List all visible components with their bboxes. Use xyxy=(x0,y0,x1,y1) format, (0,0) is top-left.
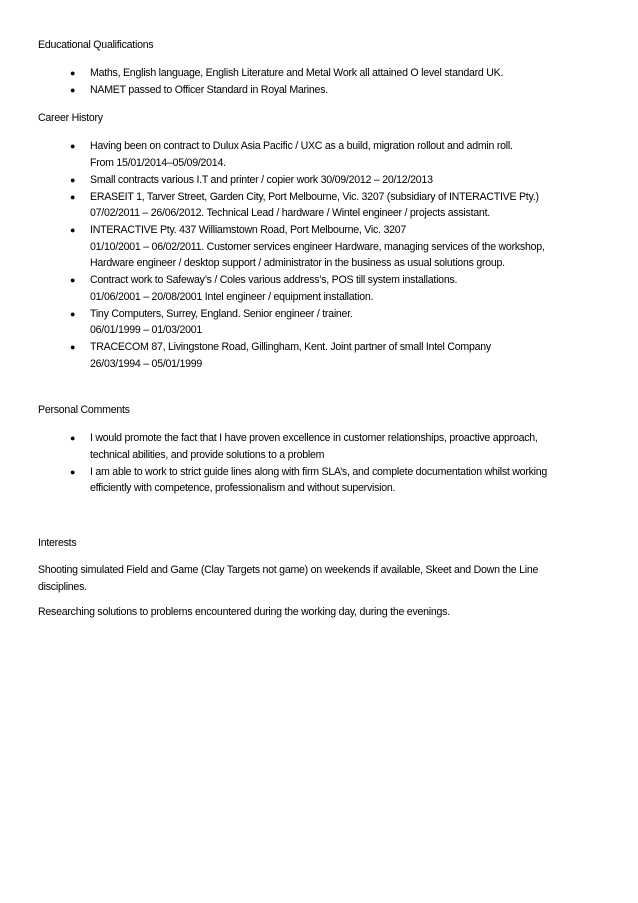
comments-list-item xyxy=(0,464,580,497)
career-item-line: Contract work to Safeway’s / Coles various address’s, POS till system installations. xyxy=(90,274,458,286)
comments-item-line: I am able to work to strict guide lines along with firm SLA’s, and complete documentation whilst working xyxy=(90,465,548,478)
career-item-line: From 15/01/2014–05/09/2014. xyxy=(90,156,226,169)
bullet-icon: ● xyxy=(70,466,76,477)
career-item-line: INTERACTIVE Pty. 437 Williamstown Road, Port Melbourne, Vic. 3207 xyxy=(90,224,407,236)
comments-list-item xyxy=(0,430,580,463)
career-list-item xyxy=(0,222,580,272)
career-list-item xyxy=(0,339,580,372)
education-list-item xyxy=(0,65,580,82)
bullet-icon: ● xyxy=(70,433,76,443)
career-list xyxy=(0,138,580,373)
bullet-icon: ● xyxy=(70,342,76,352)
career-heading: Career History xyxy=(38,112,103,124)
education-list xyxy=(0,65,580,99)
career-list-item xyxy=(0,189,580,222)
bullet-icon: ● xyxy=(70,225,76,235)
career-item-line: 01/06/2001 – 20/08/2001 Intel engineer / equipment installation. xyxy=(90,290,374,303)
bullet-icon: ● xyxy=(70,85,76,95)
bullet-icon: ● xyxy=(70,174,76,185)
career-item-line: Having been on contract to Dulux Asia Pacific / UXC as a build, migration rollout and admin roll. xyxy=(90,140,513,152)
career-list-item xyxy=(0,138,580,171)
career-item-line: Tiny Computers, Surrey, England. Senior engineer / trainer. xyxy=(90,307,353,320)
career-item-line: 06/01/1999 – 01/03/2001 xyxy=(90,324,203,336)
career-list-item xyxy=(0,306,580,339)
interests-paragraph-research: Researching solutions to problems encountered during the working day, during the evenings. xyxy=(38,606,450,618)
career-item-line: 01/10/2001 – 06/02/2011. Customer services engineer Hardware, managing services of the workshop, xyxy=(90,240,545,253)
career-item-line: TRACECOM 87, Livingstone Road, Gillingham, Kent. Joint partner of small Intel Company xyxy=(90,341,491,353)
bullet-icon: ● xyxy=(70,275,76,285)
comments-item-line: technical abilities, and provide solutions to a problem xyxy=(90,448,325,461)
career-item-line: Hardware engineer / desktop support / administrator in the business as usual solutions group. xyxy=(90,257,505,269)
education-heading: Educational Qualifications xyxy=(38,39,154,51)
bullet-icon: ● xyxy=(70,68,76,78)
career-item-line: ERASEIT 1, Tarver Street, Garden City, Port Melbourne, Vic. 3207 (subsidiary of INTERACTIVE Pty.) xyxy=(90,190,539,203)
interests-paragraph-shooting: Shooting simulated Field and Game (Clay Targets not game) on weekends if available, Skeet and Down the Line disciplines. xyxy=(38,564,539,593)
education-list-item xyxy=(0,82,580,99)
comments-heading: Personal Comments xyxy=(38,404,130,416)
interests-heading: Interests xyxy=(38,537,77,549)
career-item-line: 26/03/1994 – 05/01/1999 xyxy=(90,357,203,370)
education-item-line: Maths, English language, English Literature and Metal Work all attained O level standard UK. xyxy=(90,67,504,79)
comments-item-line: efficiently with competence, professionalism and without supervision. xyxy=(90,482,396,494)
career-item-line: 07/02/2011 – 26/06/2012. Technical Lead / hardware / Wintel engineer / projects assistant. xyxy=(90,207,490,219)
bullet-icon: ● xyxy=(70,191,76,202)
career-list-item xyxy=(0,172,580,189)
education-item-line: NAMET passed to Officer Standard in Royal Marines. xyxy=(90,84,328,96)
career-list-item xyxy=(0,272,580,305)
comments-list xyxy=(0,430,580,497)
career-item-line: Small contracts various I.T and printer / copier work 30/09/2012 – 20/12/2013 xyxy=(90,173,433,186)
bullet-icon: ● xyxy=(70,308,76,319)
bullet-icon: ● xyxy=(70,141,76,151)
comments-item-line: I would promote the fact that I have proven excellence in customer relationships, proactive approach, xyxy=(90,432,538,444)
